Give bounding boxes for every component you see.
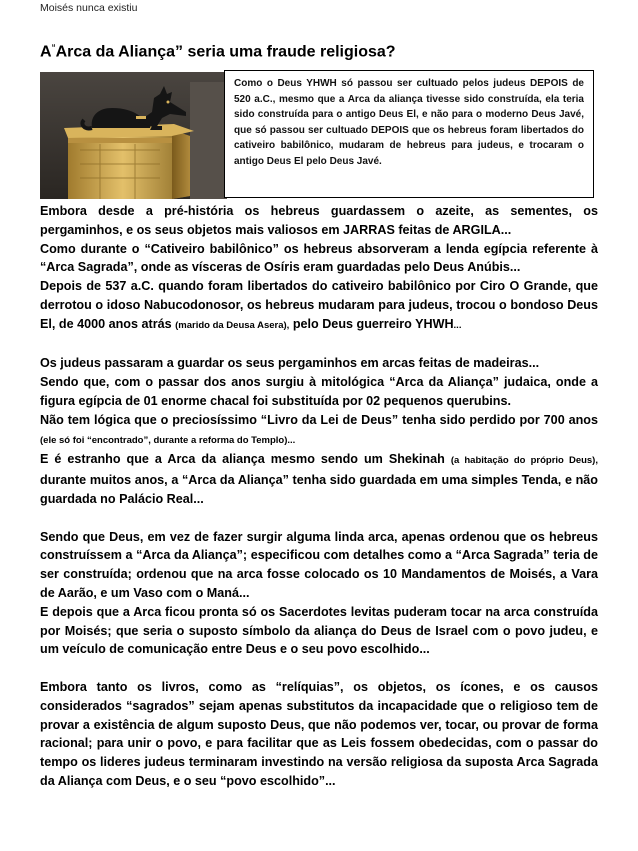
- paragraph-10: Embora tanto os livros, como as “relíquias”, os objetos, os ícones, e os causos considerados “sagrados” sejam apenas substitutos da incapacidade que o religioso tem de provar a existência de algum suposto Deus, que não podemos ver, tocar, ou provar de forma racional; para unir o povo, e para facilitar que as Leis fossem obedecidas, com o passar do tempo os lideres judeus terminaram investindo na versão religiosa da suposta Arca Sagrada da Aliança com Deus, e o seu “povo escolhido”...: [40, 679, 598, 788]
- article-body: [40, 202, 598, 791]
- paragraph-2: Como durante o “Cativeiro babilônico” os hebreus absorveram a lenda egípcia referente à “Arca Sagrada”, onde as vísceras de Osíris eram guardadas pelo Deus Anúbis...: [40, 241, 598, 275]
- paragraph-3-note: (marido da Deusa Asera),: [175, 319, 290, 331]
- paragraph-1: Embora desde a pré-história os hebreus guardassem o azeite, as sementes, os pergaminhos, e os seus objetos mais valiosos em JARRAS feitas de ARGILA...: [40, 204, 598, 237]
- page-title: [40, 43, 396, 61]
- paragraph-4: Os judeus passaram a guardar os seus pergaminhos em arcas feitas de madeiras...: [40, 356, 540, 371]
- paragraph-5: Sendo que, com o passar dos anos surgiu à mitológica “Arca da Aliança” judaica, onde a figura egípcia de 01 enorme chacal foi substituída por 02 pequenos querubins.: [40, 375, 598, 408]
- paragraph-3-end: pelo Deus guerreiro YHWH: [292, 316, 454, 331]
- paragraph-7-end: durante muitos anos, a “Arca da Aliança” tenha sido guardada em uma simples Tenda, e não guardada no Palácio Real...: [40, 473, 598, 506]
- paragraph-3-main: Depois de 537 a.C. quando foram libertados do cativeiro babilônico por Ciro O Grande, que derrotou o idoso Nabucodonosor, os hebreus mudaram para judeus, trocou o bondoso Deus El, de 4000 anos atrás: [40, 279, 598, 331]
- anubis-ark-icon: [40, 72, 227, 199]
- paragraph-6-main: Não tem lógica que o preciosíssimo “Livro da Lei de Deus” tenha sido perdido por 700 anos: [40, 412, 598, 427]
- title-quote-mark: “: [51, 43, 56, 52]
- paragraph-3: [40, 277, 598, 335]
- paragraph-7-note: (a habitação do próprio Deus),: [450, 455, 598, 467]
- paragraph-7-main: E é estranho que a Arca da aliança mesmo sendo um Shekinah: [40, 452, 445, 467]
- paragraph-3-ellipsis: ...: [453, 319, 462, 331]
- paragraph-6-note: (ele só foi “encontrado”, durante a reforma do Templo)...: [40, 434, 296, 446]
- callout-box: [224, 70, 594, 198]
- paragraph-7: [40, 450, 598, 508]
- paragraph-6: [40, 411, 598, 451]
- anubis-ark-photo: [40, 72, 227, 199]
- spacer: [40, 659, 598, 678]
- spacer: [40, 509, 598, 528]
- page-header: Moisés nunca existiu: [40, 2, 138, 14]
- title-prefix: A: [40, 43, 52, 61]
- paragraph-8: Sendo que Deus, em vez de fazer surgir alguma linda arca, apenas ordenou que os hebreus construíssem a “Arca da Aliança”; especificou com detalhes como a “Arca Sagrada” teria de ser construída; ordenou que na arca fosse colocado os 10 Mandamentos de Moisés, a Vara de Aarão, e um Vaso com o Maná...: [40, 529, 598, 600]
- spacer: [40, 336, 598, 355]
- title-rest: Arca da Aliança” seria uma fraude religiosa?: [55, 43, 396, 61]
- callout-text: Como o Deus YHWH só passou ser cultuado pelos judeus DEPOIS de 520 a.C., mesmo que a Arca da aliança tivesse sido construída, ela teria sido construída para o antigo Deus El, e não para o moderno Deus Javé, que só passou ser cultuado DEPOIS que os hebreus foram libertados do cativeiro babilônico, mudaram de hebreus para judeus, e trocaram o antigo Deus El pelo Deus Javé.: [234, 78, 584, 167]
- paragraph-9: E depois que a Arca ficou pronta só os Sacerdotes levitas puderam tocar na arca construída por Moisés; que seria o suposto símbolo da aliança do Deus de Israel com o povo judeu, e um veículo de comunicação entre Deus e o seu povo escolhido...: [40, 604, 598, 657]
